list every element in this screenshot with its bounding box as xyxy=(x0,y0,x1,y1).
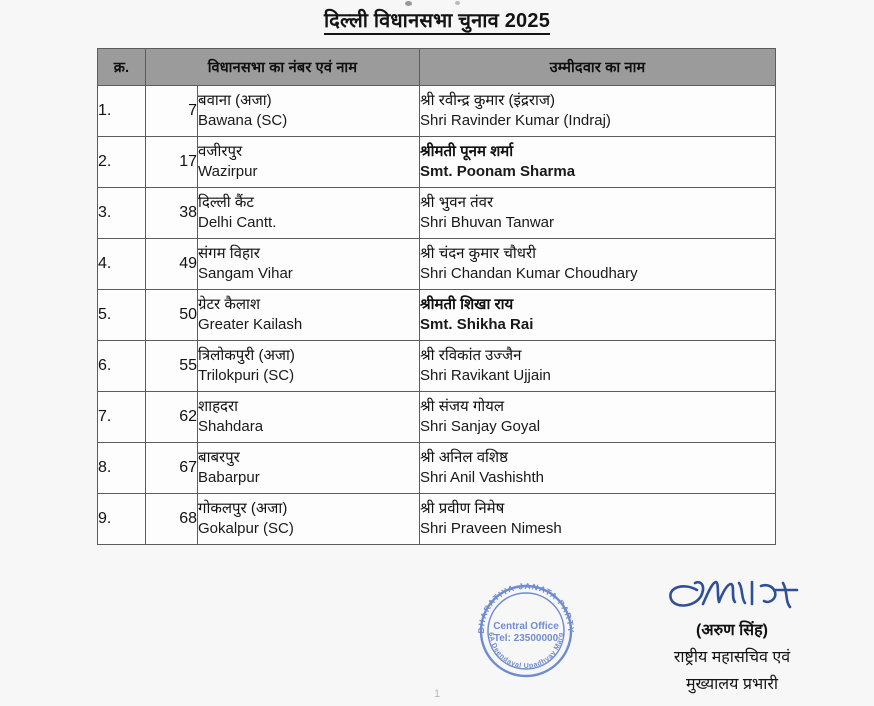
page-title xyxy=(0,6,874,33)
table-row xyxy=(98,86,776,137)
cell-serial: 1. xyxy=(98,86,146,137)
constituency-name-hindi: बाबरपुर xyxy=(198,449,240,467)
cell-ac-number: 49 xyxy=(146,239,198,290)
column-header-candidate: उम्मीदवार का नाम xyxy=(420,49,776,86)
cell-ac-number: 62 xyxy=(146,392,198,443)
cell-ac-number: 38 xyxy=(146,188,198,239)
cell-candidate xyxy=(420,392,776,443)
constituency-name-english: Trilokpuri (SC) xyxy=(198,367,295,384)
signatory-role-line-1: राष्ट्रीय महासचिव एवं xyxy=(673,649,791,666)
svg-text:BHARATIYA JANATA PARTY: BHARATIYA JANATA PARTY xyxy=(475,580,577,634)
constituency-name-hindi: त्रिलोकपुरी (अजा) xyxy=(198,347,295,365)
cell-serial: 4. xyxy=(98,239,146,290)
cell-constituency xyxy=(198,239,420,290)
constituency-name-english: Sangam Vihar xyxy=(198,265,293,282)
cell-constituency xyxy=(198,188,420,239)
constituency-name-hindi: बवाना (अजा) xyxy=(198,92,272,110)
candidate-name-english: Smt. Poonam Sharma xyxy=(420,163,576,180)
cell-serial: 5. xyxy=(98,290,146,341)
svg-text:6A Deendayal Upadhyay Marg: 6A Deendayal Upadhyay Marg xyxy=(486,631,566,671)
cell-constituency xyxy=(198,494,420,545)
constituency-name-hindi: ग्रेटर कैलाश xyxy=(198,296,261,314)
cell-serial: 6. xyxy=(98,341,146,392)
svg-text:Tel: 23500000: Tel: 23500000 xyxy=(493,633,559,644)
candidate-name-english: Shri Praveen Nimesh xyxy=(420,520,562,537)
cell-candidate xyxy=(420,188,776,239)
page-number: 1 xyxy=(433,688,441,700)
signatory-name: (अरुण सिंह) xyxy=(696,622,768,639)
cell-ac-number: 50 xyxy=(146,290,198,341)
table-row xyxy=(98,392,776,443)
candidate-name-hindi: श्रीमती पूनम शर्मा xyxy=(420,143,514,161)
table-row xyxy=(98,239,776,290)
table-row xyxy=(98,137,776,188)
constituency-name-hindi: संगम विहार xyxy=(198,245,260,263)
cell-ac-number: 68 xyxy=(146,494,198,545)
constituency-name-english: Wazirpur xyxy=(198,163,258,180)
candidate-name-english: Shri Chandan Kumar Choudhary xyxy=(420,265,638,282)
cell-ac-number: 67 xyxy=(146,443,198,494)
cell-serial: 7. xyxy=(98,392,146,443)
candidate-name-english: Shri Ravinder Kumar (Indraj) xyxy=(420,112,611,129)
constituency-name-english: Greater Kailash xyxy=(198,316,303,333)
cell-constituency xyxy=(198,137,420,188)
constituency-name-hindi: दिल्ली कैंट xyxy=(198,194,254,212)
constituency-name-english: Delhi Cantt. xyxy=(198,214,277,231)
cell-ac-number: 17 xyxy=(146,137,198,188)
candidate-name-hindi: श्रीमती शिखा राय xyxy=(420,296,514,314)
table-body xyxy=(98,86,776,545)
cell-candidate xyxy=(420,494,776,545)
candidate-name-english: Smt. Shikha Rai xyxy=(420,316,534,333)
column-header-constituency: विधानसभा का नंबर एवं नाम xyxy=(146,49,420,86)
table-row xyxy=(98,443,776,494)
cell-constituency xyxy=(198,290,420,341)
cell-ac-number: 7 xyxy=(146,86,198,137)
candidate-list-table-wrapper xyxy=(97,48,775,545)
cell-candidate xyxy=(420,341,776,392)
cell-serial: 8. xyxy=(98,443,146,494)
candidate-name-english: Shri Ravikant Ujjain xyxy=(420,367,551,384)
page-title-text: दिल्ली विधानसभा चुनाव 2025 xyxy=(324,10,550,35)
signature-block xyxy=(598,576,866,694)
cell-candidate xyxy=(420,443,776,494)
cell-candidate xyxy=(420,137,776,188)
table-row xyxy=(98,290,776,341)
table-row xyxy=(98,494,776,545)
candidate-list-table xyxy=(97,48,776,545)
cell-candidate xyxy=(420,239,776,290)
table-row xyxy=(98,188,776,239)
candidate-name-hindi: श्री प्रवीण निमेष xyxy=(420,500,505,518)
constituency-name-english: Bawana (SC) xyxy=(198,112,288,129)
cell-serial: 2. xyxy=(98,137,146,188)
column-header-serial: क्र. xyxy=(98,49,146,86)
scan-artifact-speck xyxy=(455,1,460,5)
candidate-name-english: Shri Bhuvan Tanwar xyxy=(420,214,554,231)
signatory-role-line-2: मुख्यालय प्रभारी xyxy=(685,676,779,693)
candidate-name-hindi: श्री रविकांत उज्जैन xyxy=(420,347,522,365)
cell-constituency xyxy=(198,392,420,443)
cell-serial: 3. xyxy=(98,188,146,239)
svg-text:Central Office: Central Office xyxy=(493,621,559,632)
candidate-name-hindi: श्री अनिल वशिष्ठ xyxy=(420,449,508,467)
cell-ac-number: 55 xyxy=(146,341,198,392)
constituency-name-hindi: गोकलपुर (अजा) xyxy=(198,500,288,518)
table-row xyxy=(98,341,776,392)
constituency-name-english: Babarpur xyxy=(198,469,260,486)
cell-serial: 9. xyxy=(98,494,146,545)
cell-constituency xyxy=(198,86,420,137)
candidate-name-english: Shri Anil Vashishth xyxy=(420,469,544,486)
table-header-row xyxy=(98,49,776,86)
candidate-name-hindi: श्री चंदन कुमार चौधरी xyxy=(420,245,537,263)
cell-constituency xyxy=(198,443,420,494)
cell-candidate xyxy=(420,86,776,137)
candidate-name-hindi: श्री भुवन तंवर xyxy=(420,194,494,212)
candidate-name-hindi: श्री रवीन्द्र कुमार (इंद्रराज) xyxy=(420,92,555,110)
constituency-name-hindi: शाहदरा xyxy=(198,398,239,416)
cell-constituency xyxy=(198,341,420,392)
candidate-name-english: Shri Sanjay Goyal xyxy=(420,418,541,435)
candidate-name-hindi: श्री संजय गोयल xyxy=(420,398,505,416)
constituency-name-english: Gokalpur (SC) xyxy=(198,520,294,537)
cell-candidate xyxy=(420,290,776,341)
constituency-name-english: Shahdara xyxy=(198,418,264,435)
constituency-name-hindi: वजीरपुर xyxy=(198,143,243,161)
handwritten-signature xyxy=(598,576,866,616)
party-office-stamp xyxy=(472,577,580,685)
